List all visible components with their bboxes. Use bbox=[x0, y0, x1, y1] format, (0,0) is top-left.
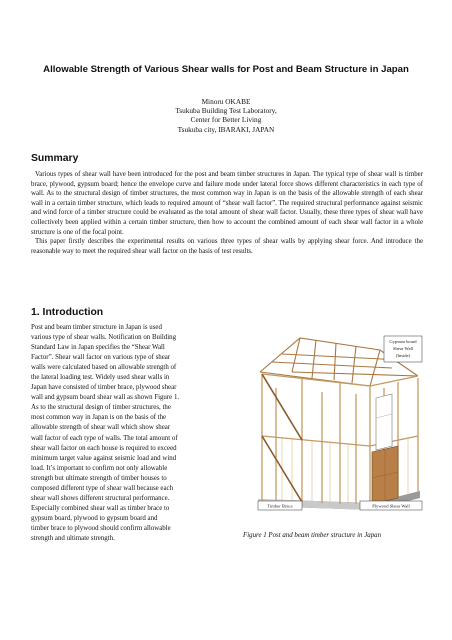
text-line: various type of shear walls. Notification on Building bbox=[31, 334, 177, 342]
affiliation-line: Tsukuba city, IBARAKI, JAPAN bbox=[177, 124, 275, 134]
text-line: strength and ultimate strength. bbox=[31, 534, 115, 542]
text-line: the lateral loading test. Widely used shear walls in bbox=[31, 374, 170, 382]
affiliation-line: Center for Better Living bbox=[190, 115, 262, 125]
summary-body bbox=[31, 170, 423, 256]
paper-title: Allowable Strength of Various Shear walls for Post and Beam Structure in Japan bbox=[43, 64, 409, 75]
text-line: most common way in Japan is on the basis of the bbox=[31, 414, 167, 422]
figure-caption: Figure 1 Post and beam timber structure in Japan bbox=[243, 532, 382, 539]
text-line: Japan have consisted of timber brace, plywood shear bbox=[31, 384, 177, 392]
text-line: strength but ultimate strength of timber houses to bbox=[31, 474, 167, 482]
introduction-body bbox=[31, 323, 237, 544]
text-line: wall factor of each type of walls. The total amount of bbox=[31, 434, 178, 442]
affiliation-line: Tsukuba Building Test Laboratory, bbox=[175, 106, 277, 116]
text-line: Post and beam timber structure in Japan is used bbox=[31, 324, 162, 331]
gypsum-board-wall bbox=[376, 394, 392, 450]
label-plywood bbox=[360, 501, 422, 510]
introduction-heading: 1. Introduction bbox=[31, 307, 104, 318]
label-brace-text: Timber Brace bbox=[267, 503, 293, 509]
text-line: Factor”. Shear wall factor on various type of shear bbox=[31, 354, 171, 362]
text-line: minimum target value against seismic load and wind bbox=[31, 454, 177, 462]
text-line: walls were calculated based on allowable strength of bbox=[31, 364, 177, 372]
text-line: load. It’s important to confirm not only allowable bbox=[31, 464, 168, 472]
author-name: Minoru OKABE bbox=[201, 97, 251, 106]
label-gypsum-line: Shear Wall bbox=[392, 346, 414, 351]
label-gypsum-line: Gypsum board bbox=[389, 339, 417, 344]
timber-frame-figure bbox=[252, 328, 424, 518]
text-line: timber brace to plywood should confirm allowable bbox=[31, 524, 171, 532]
plywood-shear-wall bbox=[372, 446, 398, 504]
text-line: Especially combined shear wall as timber brace to bbox=[31, 504, 170, 512]
text-line: shear wall shows different structural performance. bbox=[31, 494, 170, 502]
label-brace bbox=[258, 501, 302, 510]
text-line: shear wall factor on each house is required to exceed bbox=[31, 444, 177, 452]
text-line: gypsum board, plywood to gypsum board and bbox=[31, 514, 158, 522]
summary-paragraph: This paper firstly describes the experimental results on various three types of shear walls by applying shear force. And introduce the reasonable way to meet the required shear wall factor on the basis of test results. bbox=[31, 238, 423, 255]
label-gypsum-line: (Inside) bbox=[395, 353, 411, 358]
summary-heading: Summary bbox=[31, 153, 79, 164]
text-line: wall and gypsum board shear wall as shown Figure 1. bbox=[31, 394, 180, 402]
text-line: Standard Law in Japan specifies the “Shear Wall bbox=[31, 344, 165, 352]
text-line: allowable strength of shear wall which show shear bbox=[31, 424, 171, 432]
text-line: composed different type of shear wall because each bbox=[31, 484, 174, 492]
author-block bbox=[0, 97, 452, 134]
text-line: As to the structural design of timber structures, the bbox=[31, 404, 171, 412]
label-plywood-text: Plywood Shear Wall bbox=[372, 503, 410, 509]
summary-paragraph: Various types of shear wall have been introduced for the post and beam timber structures in Japan. The typical type of shear wall is timber brace, plywood, gypsum board; hence the envelope curve and failure mode under lateral force shows different characteristics in each type of wall. As to the structural design of timber structures, the most common way in Japan is on the basis of the allowable strength of each shear wall in a certain timber structure, which leads to required amount of “shear wall factor”. The required structural performance against seismic and wind force of a timber structure could be evaluated as the total amount of shear wall factor. Usually, these three types of shear wall have collectively been applied within a certain timber structure, then how to account the combined amount of each shear wall factor in a whole structure is one of the focal point. bbox=[31, 171, 423, 236]
label-gypsum bbox=[384, 336, 422, 362]
